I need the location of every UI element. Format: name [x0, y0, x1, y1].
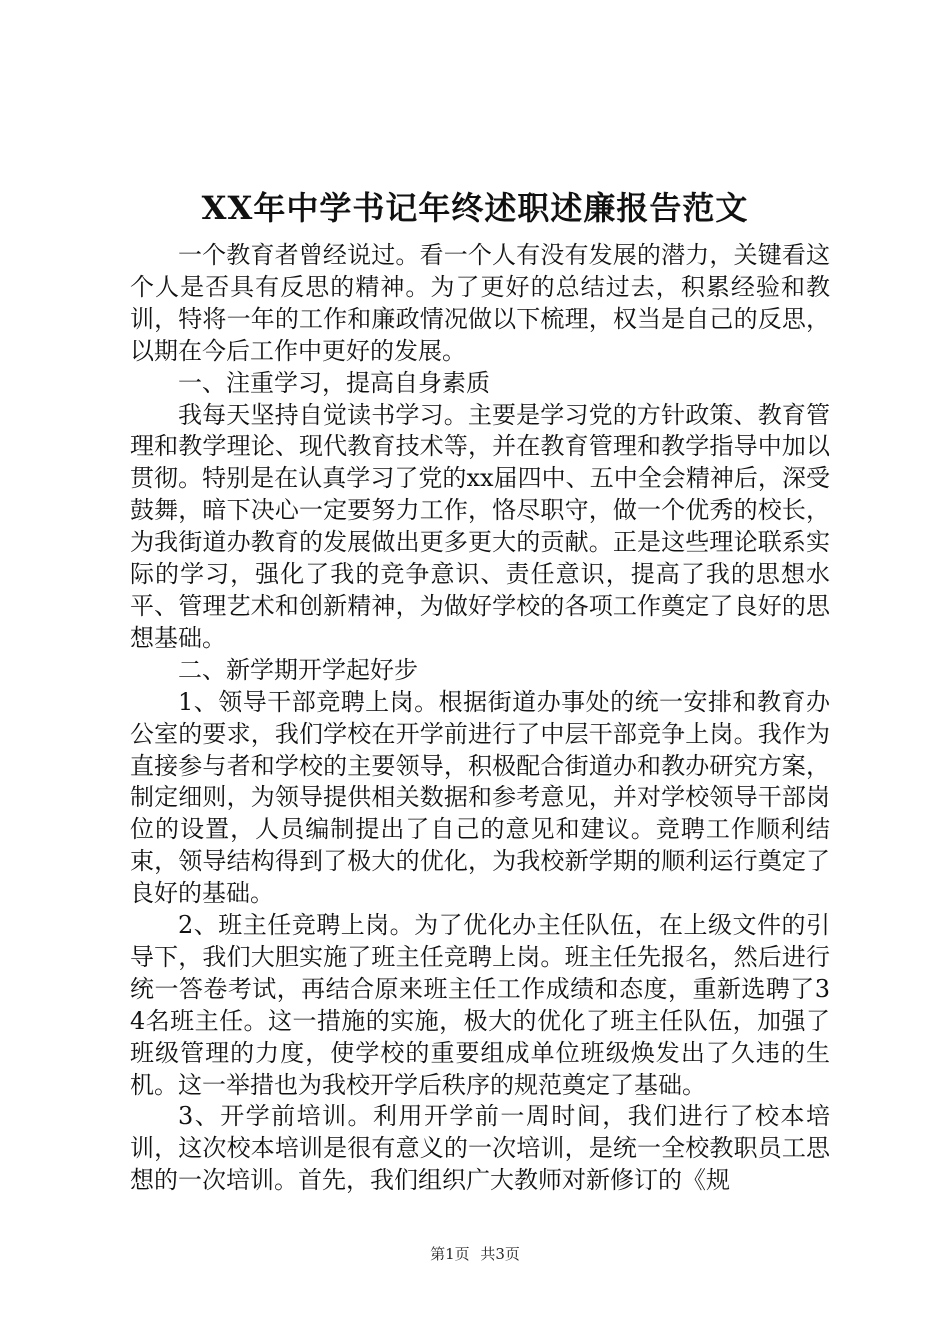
- section-heading-1: 一、注重学习，提高自身素质: [178, 368, 490, 397]
- paragraph-item-3: 3、开学前培训。利用开学前一周时间，我们进行了校本培训，这次校本培训是很有意义的一次培训，是统一全校教职员工思想的一次培训。首先，我们组织广大教师对新修订的《规: [130, 1102, 830, 1195]
- document-title: XX年中学书记年终述职述廉报告范文: [201, 189, 749, 227]
- paragraph-study: 我每天坚持自觉读书学习。主要是学习党的方针政策、教育管理和教学理论、现代教育技术等，并在教育管理和教学指导中加以贯彻。特别是在认真学习了党的xx届四中、五中全会精神后，深受鼓舞，暗下决心一定要努力工作，恪尽职守，做一个优秀的校长，为我街道办教育的发展做出更多更大的贡献。正是这些理论联系实际的学习，强化了我的竞争意识、责任意识，提高了我的思想水平、管理艺术和创新精神，为做好学校的各项工作奠定了良好的思想基础。: [130, 400, 830, 652]
- paragraph-item-2: 2、班主任竞聘上岗。为了优化办主任队伍，在上级文件的引导下，我们大胆实施了班主任竞聘上岗。班主任先报名，然后进行统一答卷考试，再结合原来班主任工作成绩和态度，重新选聘了34名班主任。这一措施的实施，极大的优化了班主任队伍，加强了班级管理的力度，使学校的重要组成单位班级焕发出了久违的生机。这一举措也为我校开学后秩序的规范奠定了基础。: [130, 911, 830, 1099]
- page-number: 第1页: [430, 1245, 470, 1263]
- paragraph-item-1: 1、领导干部竞聘上岗。根据街道办事处的统一安排和教育办公室的要求，我们学校在开学前进行了中层干部竞争上岗。我作为直接参与者和学校的主要领导，积极配合街道办和教办研究方案，制定细则，为领导提供相关数据和参考意见，并对学校领导干部岗位的设置，人员编制提出了自己的意见和建议。竞聘工作顺利结束，领导结构得到了极大的优化，为我校新学期的顺利运行奠定了良好的基础。: [130, 687, 830, 908]
- page-footer: [0, 1244, 950, 1264]
- document-body: [130, 240, 830, 1197]
- paragraph-intro: 一个教育者曾经说过。看一个人有没有发展的潜力，关键看这个人是否具有反思的精神。为了更好的总结过去，积累经验和教训，特将一年的工作和廉政情况做以下梳理，权当是自己的反思，以期在今后工作中更好的发展。: [130, 241, 830, 365]
- section-heading-2: 二、新学期开学起好步: [178, 655, 418, 684]
- page-total: 共3页: [480, 1245, 520, 1263]
